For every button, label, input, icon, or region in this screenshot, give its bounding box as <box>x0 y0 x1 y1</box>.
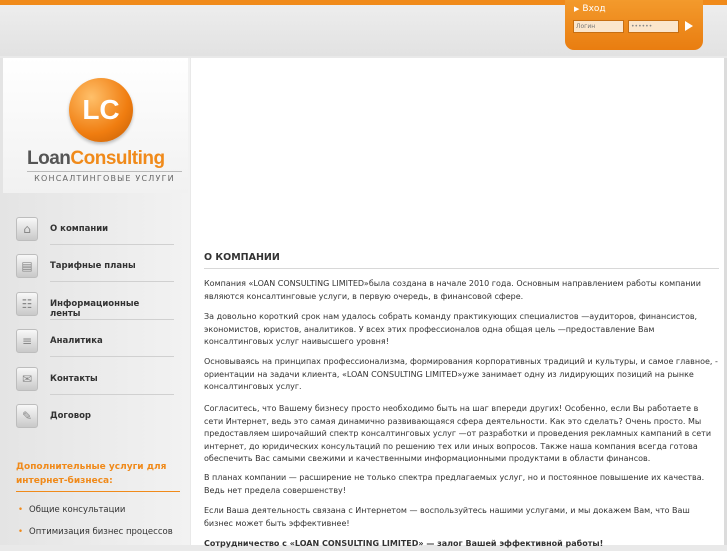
nav-label: Аналитика <box>50 336 103 346</box>
logo-name: LoanConsulting <box>27 148 165 169</box>
paragraph: В планах компании — расширение не только спектра предлагаемых услуг, но и постоянное повышение их качества. Ведь нет предела совершенству! <box>204 473 705 495</box>
paragraph: Согласитесь, что Вашему бизнесу просто необходимо быть на шаг впереди других! Особенно, если Вы работаете в сети Интернет, ведь это самая динамично развивающаяся сфера деятельности. Как это сделать? Очень просто. Мы предоставляем широчайший спектр консалтинговых услуг —от разработки и проведения рекламных кампаний в сети интернет, до юридических консультаций по решению тех или иных вопросов. Также наша компания всегда готова обеспечить Вас самыми свежими и качественными информационными продуктами в области финансов. <box>204 404 712 463</box>
pricing-icon: ▤ <box>16 254 38 278</box>
logo-subtitle: КОНСАЛТИНГОВЫЕ УСЛУГИ <box>27 171 182 183</box>
contract-icon: ✎ <box>16 404 38 428</box>
login-input[interactable] <box>573 20 624 33</box>
paragraph: Основываясь на принципах профессионализма, формирования корпоративных традиций и культуры, и самое главное, - ориентации на задачи клиента, «LOAN CONSULTING LIMITED»уже занимает одну из лидирующих позиций на рынке консалтинговых услуг. <box>204 357 718 391</box>
login-title: ▶ Вход <box>574 4 606 14</box>
page-title: О КОМПАНИИ <box>204 252 280 263</box>
paragraph: Компания «LOAN CONSULTING LIMITED»была создана в начале 2010 года. Основным направлением работы компании являются консалтинговые услуги, в первую очередь, в финансовой сфере. <box>204 279 701 301</box>
divider <box>204 268 719 269</box>
nav-item-contract[interactable] <box>16 400 166 434</box>
nav-label: О компании <box>50 224 109 234</box>
divider <box>50 394 174 395</box>
additional-services-title: Дополнительные услуги для интернет-бизнеса: <box>16 462 167 486</box>
additional-item-process-optimization[interactable]: • Оптимизация бизнес процессов <box>18 527 173 537</box>
divider <box>16 491 180 492</box>
logo-letters: LC <box>82 94 120 125</box>
divider <box>50 281 174 282</box>
paragraph: Если Ваша деятельность связана с Интернетом — воспользуйтесь нашими услугами, и мы докажем Вам, что Ваш бизнес может быть эффективнее! <box>204 506 690 528</box>
divider <box>50 319 174 320</box>
divider <box>50 356 174 357</box>
password-input[interactable] <box>628 20 679 33</box>
bullet-icon: • <box>18 527 24 537</box>
additional-item-general-consulting[interactable]: • Общие консультации <box>18 505 126 515</box>
nav-label: Контакты <box>50 374 98 384</box>
divider <box>50 244 174 245</box>
paragraph: Сотрудничество с «LOAN CONSULTING LIMITED» — залог Вашей эффективной работы! <box>204 539 604 548</box>
envelope-icon: ✉ <box>16 367 38 391</box>
nav-item-news-feeds[interactable] <box>16 288 166 322</box>
nav-item-pricing[interactable] <box>16 250 166 284</box>
login-panel <box>565 0 703 50</box>
login-submit-arrow-icon[interactable] <box>685 21 693 31</box>
nav-label: Договор <box>50 411 91 421</box>
arrow-right-icon: ▶ <box>574 5 580 13</box>
nav-label: Тарифные планы <box>50 261 136 271</box>
paragraph: За довольно короткий срок нам удалось собрать команду практикующих специалистов —аудиторов, финансистов, экономистов, юристов, аналитиков. У всех этих профессионалов одна общая цель —предоставление Вам консалтинговых услуг наивысшего уровня! <box>204 312 698 346</box>
document-icon: ≡ <box>16 329 38 353</box>
news-feed-icon: ☷ <box>16 292 38 316</box>
nav-item-about[interactable] <box>16 213 166 247</box>
logo-emblem <box>69 78 133 142</box>
home-icon: ⌂ <box>16 217 38 241</box>
main-content <box>191 58 727 548</box>
logo[interactable] <box>3 58 188 193</box>
banner-area <box>191 58 727 238</box>
nav-label: Информационные ленты <box>50 299 140 319</box>
nav-item-analytics[interactable] <box>16 325 166 359</box>
nav-item-contacts[interactable] <box>16 363 166 397</box>
bullet-icon: • <box>18 505 24 515</box>
